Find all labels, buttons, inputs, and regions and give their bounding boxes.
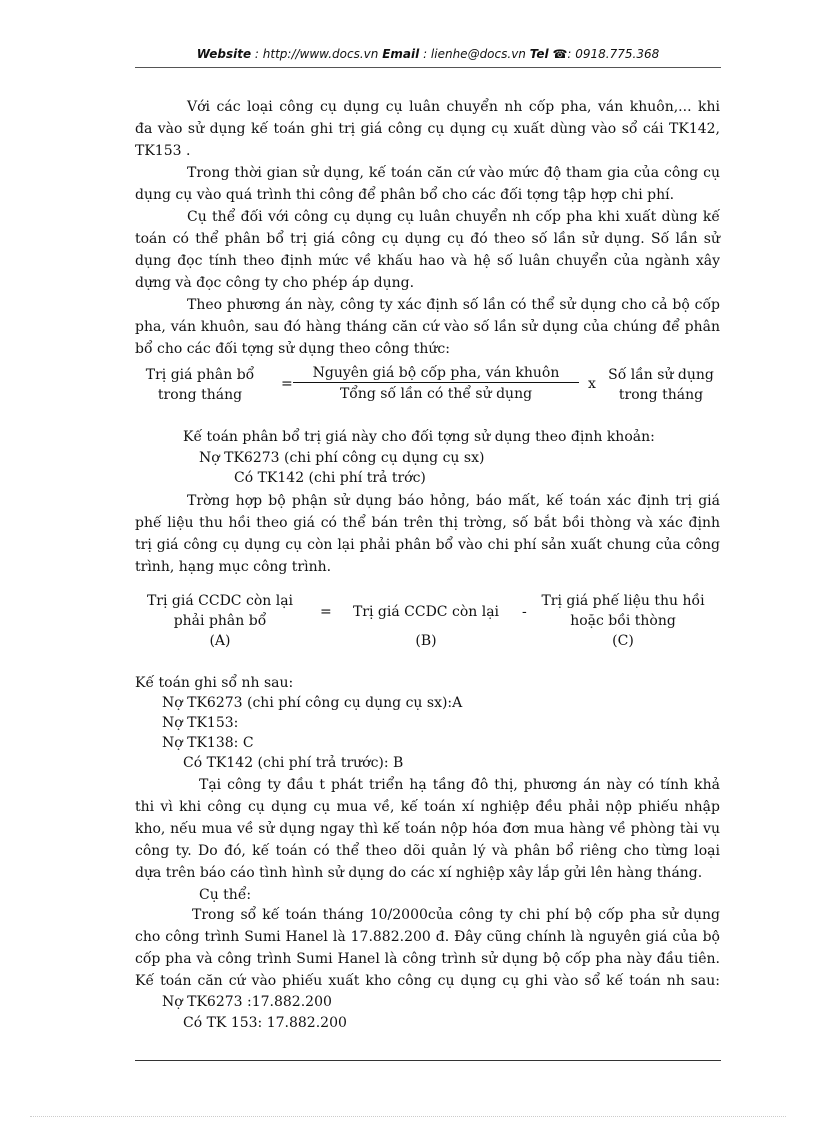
paragraph-line: toán có thể phân bổ trị giá công cụ dụng cụ đó theo số lần sử dụng. Số lần sử [135, 231, 720, 247]
paragraph-line: dựng và đọc công ty cho phép áp dụng. [135, 275, 415, 291]
paragraph-line: Theo phương án này, công ty xác định số lần có thể sử dụng cho cả bộ cốp [187, 297, 720, 313]
section-label: Cụ thể: [199, 887, 252, 903]
multiply-sign: x [588, 376, 596, 392]
page-edge-dots [30, 1116, 786, 1117]
formula-b-line: Trị giá CCDC còn lại [352, 604, 500, 620]
debit-entry: Nợ TK138: C [162, 735, 254, 751]
footer-divider [135, 1060, 721, 1061]
credit-entry: Có TK 153: 17.882.200 [183, 1015, 347, 1031]
email-value: : lienhe@docs.vn [423, 47, 526, 61]
paragraph-line: trị giá công cụ dụng cụ còn lại phải phân bổ vào chi phí sản xuất chung của công [135, 537, 720, 553]
paragraph-line: phế liệu thu hồi theo giá có thể bán trên thị trờng, số bắt bồi thòng và xác định [135, 515, 720, 531]
formula-c-label: (C) [612, 633, 634, 649]
paragraph-line: Kế toán căn cứ vào phiếu xuất kho công cụ dụng cụ ghi vào sổ kế toán nh sau: [135, 973, 720, 989]
formula-lhs-line: Trị giá phân bổ [145, 367, 255, 383]
debit-entry: Nợ TK6273 :17.882.200 [162, 994, 332, 1010]
paragraph-line: công ty. Do đó, kế toán có thể theo dõi quản lý và phân bổ riêng cho từng loại [135, 843, 720, 859]
paragraph-line: trình, hạng mục công trình. [135, 559, 332, 575]
equals-sign: = [281, 376, 293, 392]
paragraph-line: cho công trình Sumi Hanel là 17.882.200 đ. Đây cũng chính là nguyên giá của bộ [135, 929, 720, 945]
formula-c-line: Trị giá phế liệu thu hồi [541, 593, 705, 609]
formula-a-line: Trị giá CCDC còn lại [146, 593, 294, 609]
paragraph-line: thi vì khi công cụ dụng cụ mua về, kế toán xí nghiệp đều phải nộp phiếu nhập [135, 799, 720, 815]
paragraph-line: đa vào sử dụng kế toán ghi trị giá công cụ dụng cụ xuất dùng vào sổ cái TK142, [135, 121, 720, 137]
credit-entry: Có TK142 (chi phí trả trớc) [234, 470, 426, 486]
formula-rhs-line: Số lần sử dụng [608, 367, 714, 383]
paragraph-line: pha, ván khuôn, sau đó hàng tháng căn cứ vào số lần sử dụng của chúng để phân [135, 319, 720, 335]
header-divider [135, 67, 721, 68]
paragraph-line: Trờng hợp bộ phận sử dụng báo hỏng, báo mất, kế toán xác định trị giá [187, 493, 720, 509]
paragraph-line: kho, nếu mua về sử dụng ngay thì kế toán nộp hóa đơn mua hàng về phòng tài vụ [135, 821, 720, 837]
debit-entry: Nợ TK153: [162, 715, 239, 731]
fraction-numerator: Nguyên giá bộ cốp pha, ván khuôn [312, 365, 560, 381]
page-header [135, 47, 721, 61]
debit-entry: Nợ TK6273 (chi phí công cụ dụng cụ sx):A [162, 695, 463, 711]
paragraph-line: Trong sổ kế toán tháng 10/2000của công ty chi phí bộ cốp pha sử dụng [192, 907, 720, 923]
paragraph-line: TK153 . [135, 143, 191, 159]
fraction-bar [293, 382, 579, 383]
website-label: Website [196, 47, 252, 61]
paragraph-line: cốp pha và công trình Sumi Hanel là công trình sử dụng bộ cốp pha này đầu tiên. [135, 951, 720, 967]
formula-b-label: (B) [415, 633, 437, 649]
paragraph-line: bổ cho các đối tợng sử dụng theo công thức: [135, 341, 450, 357]
entry-intro: Kế toán phân bổ trị giá này cho đối tợng sử dụng theo định khoản: [183, 429, 655, 445]
paragraph-line: dựa trên báo cáo tình hình sử dụng do các xí nghiệp xây lắp gửi lên hàng tháng. [135, 865, 703, 881]
paragraph-line: dụng cụ vào quá trình thi công để phân bổ cho các đối tợng tập hợp chi phí. [135, 187, 675, 203]
paragraph-line: dụng đọc tính theo định mức về khấu hao và hệ số luân chuyển của ngành xây [135, 253, 720, 269]
paragraph-line: Với các loại công cụ dụng cụ luân chuyển nh cốp pha, ván khuôn,... khi [187, 99, 720, 115]
tel-value: ☎: 0918.775.368 [552, 47, 660, 61]
paragraph-line: Cụ thể đối với công cụ dụng cụ luân chuyển nh cốp pha khi xuất dùng kế [187, 209, 720, 225]
entry-intro: Kế toán ghi sổ nh sau: [135, 675, 294, 691]
formula-c-line: hoặc bồi thòng [570, 613, 676, 629]
formula-a-label: (A) [209, 633, 231, 649]
email-label: Email [382, 47, 420, 61]
tel-label: Tel [529, 47, 549, 61]
formula-a-line: phải phân bổ [173, 613, 267, 629]
debit-entry: Nợ TK6273 (chi phí công cụ dụng cụ sx) [199, 450, 485, 466]
credit-entry: Có TK142 (chi phí trả trước): B [183, 755, 404, 771]
fraction-denominator: Tổng số lần có thể sử dụng [339, 386, 533, 402]
minus-sign: - [522, 604, 527, 620]
website-value: : http://www.docs.vn [254, 47, 379, 61]
equals-sign: = [320, 604, 332, 620]
formula-lhs-line: trong tháng [157, 387, 243, 403]
formula-rhs-line: trong tháng [618, 387, 704, 403]
paragraph-line: Trong thời gian sử dụng, kế toán căn cứ vào mức độ tham gia của công cụ [187, 165, 720, 181]
paragraph-line: Tại công ty đầu t phát triển hạ tầng đô thị, phương án này có tính khả [199, 777, 720, 793]
